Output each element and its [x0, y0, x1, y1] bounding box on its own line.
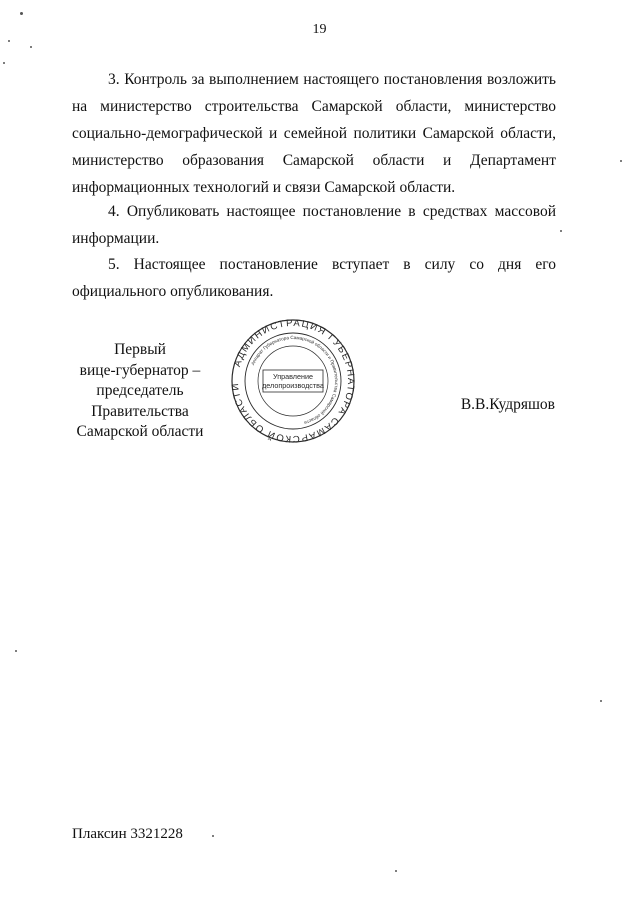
signer-name: В.В.Кудряшов — [460, 396, 555, 413]
signer-position-line: председатель Правительства — [91, 382, 189, 420]
official-seal — [230, 318, 356, 444]
seal-center-line1: Управление — [273, 372, 313, 381]
seal-outer-text: АДМИНИСТРАЦИЯ ГУБЕРНАТОРА САМАРСКОЙ ОБЛАСТИ — [230, 318, 356, 444]
scan-speck — [3, 62, 5, 64]
scan-speck — [560, 230, 562, 232]
scan-speck — [20, 12, 23, 15]
scan-speck — [620, 160, 622, 162]
seal-middle-text: Аппарат Губернатора Самарской области и Правительства Самарской области — [250, 334, 340, 426]
scan-speck — [600, 700, 602, 702]
scan-speck — [212, 835, 214, 837]
paragraph-control: 3. Контроль за выполнением настоящего постановления возложить на министерство строительства Самарской области, министерство социально-демографической и семейной политики Самарской области, министерство образования Самарской области и Департамент информационных технологий и связи Самарской области. — [72, 71, 556, 196]
signer-position-line: Первый — [114, 341, 166, 358]
signer-position-line: вице-губернатор – — [79, 361, 201, 379]
executor-note: Плаксин 3321228 — [72, 826, 183, 842]
signer-position — [48, 340, 232, 443]
scan-speck — [30, 46, 32, 48]
signer-position-line: Самарской области — [76, 423, 204, 440]
scan-speck — [15, 650, 17, 652]
scan-speck — [8, 40, 10, 42]
seal-center-line2: делопроизводства — [262, 381, 324, 390]
paragraph-effective: 5. Настоящее постановление вступает в силу со дня его официального опубликования. — [72, 256, 556, 300]
paragraph-publish: 4. Опубликовать настоящее постановление в средствах массовой информации. — [72, 203, 556, 247]
page-number: 19 — [312, 22, 327, 37]
scan-speck — [395, 870, 397, 872]
